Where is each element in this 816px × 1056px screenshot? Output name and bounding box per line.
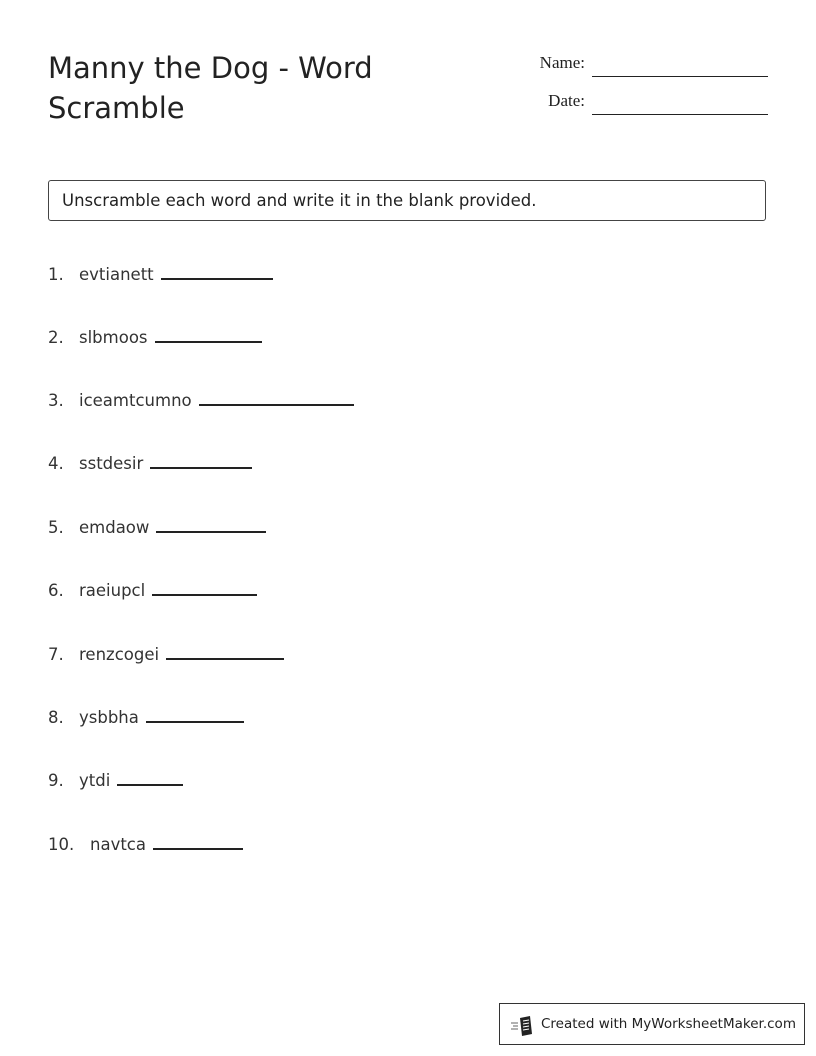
item-number: 9.	[48, 771, 64, 790]
item-number: 2.	[48, 328, 64, 347]
scrambled-word: ysbbha	[79, 708, 139, 727]
scrambled-word: raeiupcl	[79, 581, 146, 600]
answer-blank[interactable]	[117, 770, 183, 786]
instructions-box: Unscramble each word and write it in the blank provided.	[48, 180, 766, 221]
answer-blank[interactable]	[152, 580, 257, 596]
answer-blank[interactable]	[199, 390, 354, 406]
scrambled-word: sstdesir	[79, 454, 144, 473]
scrambled-word: navtca	[90, 835, 146, 854]
answer-blank[interactable]	[156, 517, 266, 533]
word-item	[48, 263, 273, 287]
date-label: Date:	[548, 91, 585, 110]
answer-blank[interactable]	[161, 264, 273, 280]
answer-blank[interactable]	[155, 327, 262, 343]
date-blank-line	[592, 114, 768, 115]
scrambled-word: ytdi	[79, 771, 111, 790]
name-label: Name:	[539, 53, 585, 72]
item-number: 7.	[48, 645, 64, 664]
name-blank-line	[592, 76, 768, 77]
item-number: 1.	[48, 265, 64, 284]
word-item	[48, 452, 252, 476]
item-number: 10.	[48, 835, 75, 854]
word-item	[48, 643, 284, 667]
word-item	[48, 833, 243, 857]
word-item	[48, 706, 244, 730]
item-number: 8.	[48, 708, 64, 727]
footer-credit-text: Created with MyWorksheetMaker.com	[541, 1016, 796, 1032]
scrambled-word: slbmoos	[79, 328, 148, 347]
answer-blank[interactable]	[150, 453, 252, 469]
scrambled-word: iceamtcumno	[79, 391, 192, 410]
item-number: 5.	[48, 518, 64, 537]
scrambled-word: emdaow	[79, 518, 150, 537]
item-number: 6.	[48, 581, 64, 600]
word-item	[48, 326, 262, 350]
worksheet-logo-icon	[510, 1013, 536, 1035]
item-number: 3.	[48, 391, 64, 410]
answer-blank[interactable]	[153, 834, 243, 850]
word-item	[48, 579, 257, 603]
footer-credit-badge	[499, 1003, 805, 1045]
word-item	[48, 769, 183, 793]
scrambled-word: renzcogei	[79, 645, 160, 664]
answer-blank[interactable]	[146, 707, 244, 723]
word-item	[48, 516, 266, 540]
scrambled-word: evtianett	[79, 265, 154, 284]
worksheet-title: Manny the Dog - Word Scramble	[48, 51, 373, 125]
item-number: 4.	[48, 454, 64, 473]
answer-blank[interactable]	[166, 644, 284, 660]
word-item	[48, 389, 354, 413]
